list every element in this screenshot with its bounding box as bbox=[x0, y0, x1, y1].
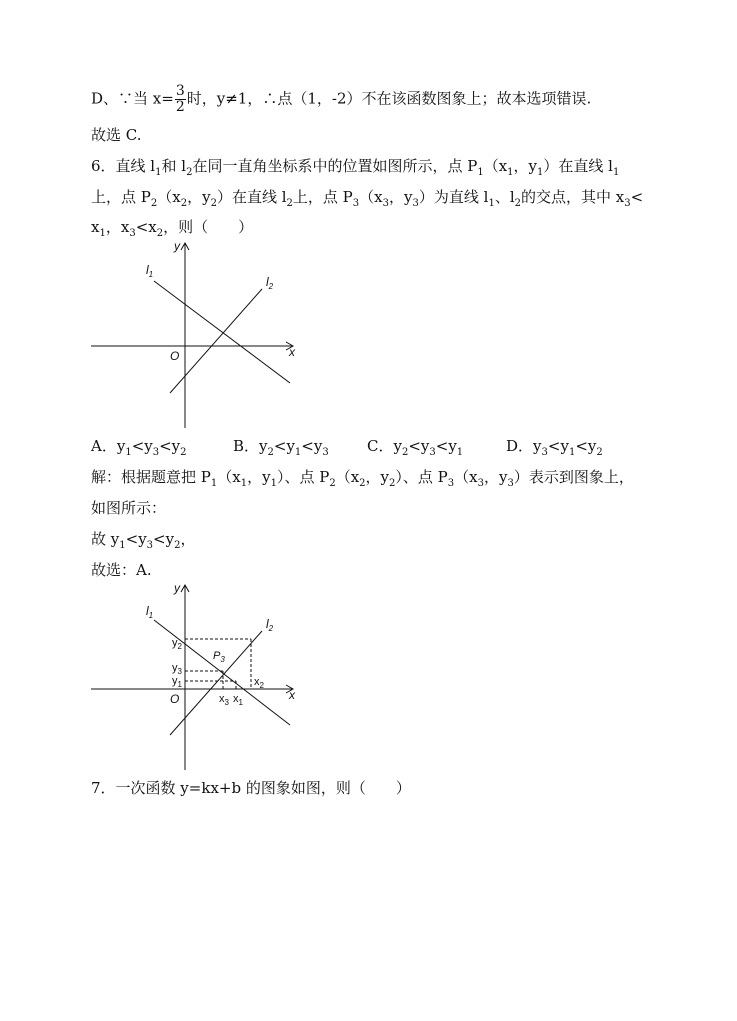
y2-label: $y_2$ bbox=[172, 637, 182, 651]
figure-1-coordinate-graph bbox=[86, 238, 306, 430]
y-axis-label: y bbox=[174, 239, 180, 253]
line-l1 bbox=[154, 281, 290, 383]
line-l2 bbox=[170, 289, 262, 393]
q6-line-3: $x_1$，$x_3<x_2$，则（ ） bbox=[91, 218, 254, 239]
x-axis-label: x bbox=[289, 688, 295, 702]
answer-c: 故选 C. bbox=[91, 126, 142, 144]
x2-label: $x_2$ bbox=[254, 676, 264, 690]
l1-label: $l_1$ bbox=[146, 604, 154, 620]
solution-result: 故 $y_1<y_3<y_2$， bbox=[91, 530, 196, 551]
y1-label: $y_1$ bbox=[172, 675, 182, 689]
option-a[interactable]: A．$y_1<y_3<y_2$ bbox=[91, 437, 187, 458]
l1-label: $l_1$ bbox=[146, 263, 154, 279]
p3-label: $P_3$ bbox=[213, 650, 225, 664]
l2-label: $l_2$ bbox=[266, 617, 274, 633]
l2-label: $l_2$ bbox=[266, 275, 274, 291]
y3-label: $y_3$ bbox=[172, 662, 182, 676]
option-b[interactable]: B．$y_2<y_1<y_3$ bbox=[233, 437, 329, 458]
solution-line-1: 解：根据题意把 $P_1(x_1$，$y_1$）、点 $P_2(x_2$，$y_2$）、点 $P_3(x_3$，$y_3$）表示到图象上， bbox=[91, 468, 634, 489]
q7-question: 7．一次函数 y=kx+b 的图象如图，则（ ） bbox=[91, 779, 411, 797]
solution-line-2: 如图所示： bbox=[91, 499, 167, 517]
figure-2-solution-graph bbox=[86, 580, 306, 772]
origin-label: O bbox=[170, 692, 180, 706]
origin-label: O bbox=[170, 349, 180, 363]
x-axis-label: x bbox=[289, 345, 295, 359]
option-d[interactable]: D．$y_3<y_1<y_2$ bbox=[506, 437, 603, 458]
q6-line-2: 上，点 $P_2(x_2$，$y_2$）在直线 $l_2$上，点 $P_3(x_3$，$y_3$）为直线 $l_1$、$l_2$的交点，其中 $x_3<$ bbox=[91, 188, 644, 209]
x3-label: $x_3$ bbox=[219, 693, 229, 707]
q6-line-1: 6．直线 $l_1$和 $l_2$在同一直角坐标系中的位置如图所示，点 $P_1(x_1$，$y_1$）在直线 $l_1$ bbox=[91, 157, 620, 178]
option-d-explanation: D、∵当 x= $\frac{3}{2}$ 时，y≠1，∴点（1，-2）不在该函数图象上；故本选项错误. bbox=[91, 83, 592, 115]
option-c[interactable]: C．$y_2<y_3<y_1$ bbox=[367, 437, 464, 458]
y-axis-label: y bbox=[174, 581, 180, 595]
x1-label: $x_1$ bbox=[233, 693, 243, 707]
answer-a: 故选：A. bbox=[91, 561, 152, 579]
fraction-three-halves: $\frac{3}{2}$ bbox=[175, 83, 185, 115]
line-l2 bbox=[170, 631, 262, 735]
answer-options bbox=[91, 436, 603, 463]
